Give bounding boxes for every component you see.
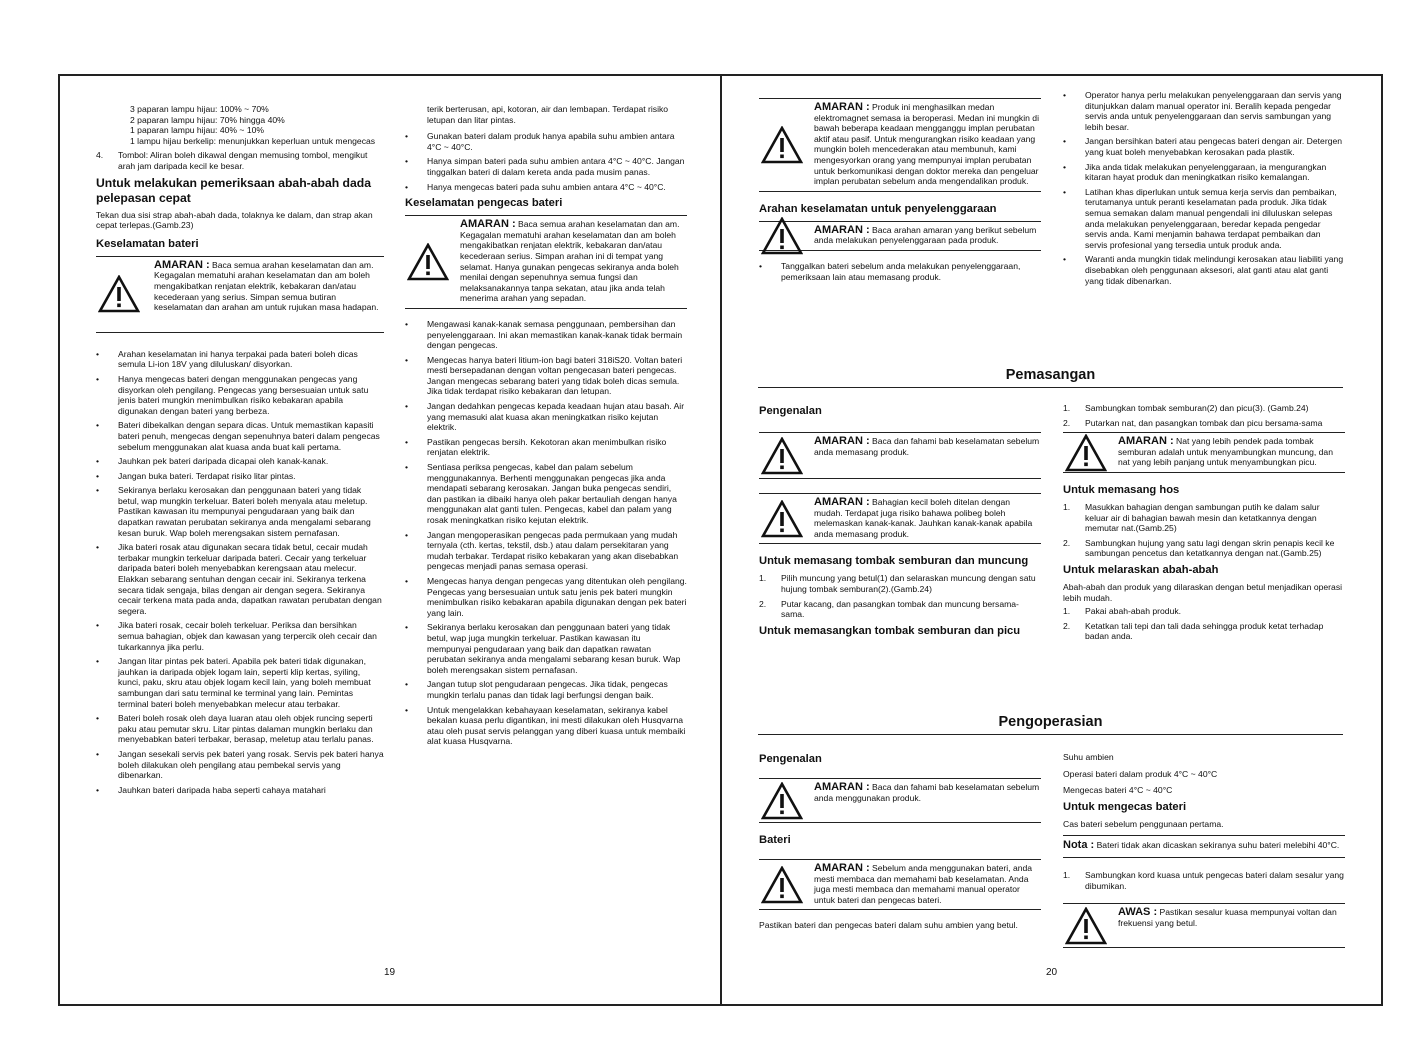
paragraph: Mengecas bateri 4°C ~ 40°C: [1063, 785, 1173, 796]
list-item: 1. Masukkan bahagian dengan sambungan putih ke dalam salur keluar air di bahagian bawah mesin dan ketatkannya dengan memutar nat.(Gamb.25): [1063, 501, 1320, 534]
warning-keyword: AMARAN :: [814, 781, 870, 793]
warning-keyword: AMARAN :: [814, 223, 870, 236]
warning-keyword: AMARAN :: [460, 218, 516, 231]
list-item: • Jangan buka bateri. Terdapat risiko litar pintas.: [96, 471, 384, 482]
list-item: • Hanya simpan bateri pada suhu ambien antara 4°C ~ 40°C. Jangan tinggalkan bateri di dalam kereta anda pada musim panas.: [405, 156, 687, 177]
page-number-left: 19: [384, 967, 396, 978]
warning-text: Baca semua arahan keselamatan dan am. Kegagalan mematuhi arahan keselamatan dan am boleh mengakibatkan renjatan elektrik, kebakaran dan/atau kecederaan yang serius. Simpan semua butiran keselamatan dan arahan am untuk rujukan masa hadapan.: [154, 259, 379, 313]
bullet-list: [96, 349, 384, 796]
list-item: • Gunakan bateri dalam produk hanya apabila suhu ambien antara 4°C ~ 40°C.: [405, 131, 687, 152]
paragraph: Suhu ambien: [1063, 752, 1114, 762]
warning-box: [759, 432, 1041, 479]
heading-adjust-harness: Untuk melaraskan abah-abah: [1063, 563, 1219, 576]
list-item: • Untuk mengelakkan kebahayaan keselamatan, sekiranya kabel bekalan kuasa perlu digantikan, ini mesti dilakukan oleh Husqvarna atau oleh pusat servis pelanggan yang diberi kuasa untuk membaiki alat kuasa Husqvarna.: [405, 705, 687, 747]
warning-triangle-icon: [761, 866, 803, 904]
warning-keyword: AMARAN :: [154, 258, 210, 271]
step-list: [1063, 502, 1345, 559]
list-item: • Mengecas hanya dengan pengecas yang ditentukan oleh pengilang. Pengecas yang bersesuaian untuk satu jenis pek bateri mungkin menimbulkan risiko kebakaran apabila digunakan dengan pek bateri yang lain.: [405, 576, 687, 618]
caution-text: Pastikan sesalur kuasa mempunyai voltan dan frekuensi yang betul.: [1118, 907, 1337, 928]
list-item: • Jangan bersihkan bateri atau pengecas bateri dengan air. Detergen yang kuat boleh menyebabkan kerosakan pada plastik.: [1063, 136, 1345, 157]
list-item: 2. Ketatkan tali tepi dan tali dada sehingga produk ketat terhadap badan anda.: [1063, 620, 1324, 642]
list-item: • Jangan dedahkan pengecas kepada keadaan hujan atau basah. Air yang memasuki alat kuasa akan meningkatkan risiko kejutan elektrik.: [405, 401, 687, 433]
list-item: • Jangan sesekali servis pek bateri yang rosak. Servis pek bateri hanya boleh dilakukan oleh pengilang atau pembekal servis yang dibenarkan.: [96, 749, 384, 781]
bullet-list: [405, 319, 687, 747]
list-item: • Mengecas hanya bateri litium-ion bagi bateri 318iS20. Voltan bateri mesti bersepadanan dengan voltan pengecasan bateri pengecas. Jangan mengecas sebarang bateri yang tidak boleh dicas semula. Jika tidak terdapat risiko kebakaran dan letupan.: [405, 355, 687, 397]
list-item: • Sekiranya berlaku kerosakan dan penggunaan bateri yang tidak betul, wap mungkin terkeluar. Bateri boleh menyala atau meletup. Pastikan kawasan itu mempunyai pengudaraan yang baik dan dapatkan rawatan perubatan sekiranya anda mengalami sebarang kesan buruk. Wap boleh merengsakan sistem pernafasan.: [96, 485, 384, 538]
warning-box: [759, 493, 1041, 544]
warning-triangle-icon: [407, 243, 449, 281]
list-item: • Mengawasi kanak-kanak semasa penggunaan, pembersihan dan penyelenggaraan. Ini akan memastikan kanak-kanak tidak bermain dengan pengecas.: [405, 319, 687, 351]
heading-mount-hose: Untuk memasang hos: [1063, 483, 1180, 496]
level-line: 3 paparan lampu hijau: 100% ~ 70%: [130, 104, 269, 114]
warning-triangle-icon: [761, 217, 803, 255]
warning-text: Baca dan fahami bab keselamatan sebelum anda menggunakan produk.: [814, 782, 1040, 803]
heading-mount-nozzle: Untuk memasang tombak semburan dan muncung: [759, 555, 1029, 568]
level-line: 1 paparan lampu hijau: 40% ~ 10%: [130, 125, 265, 136]
heading-battery-safety: Keselamatan bateri: [96, 237, 199, 250]
list-item: • Jangan mengoperasikan pengecas pada permukaan yang mudah ternyala (cth. kertas, tekstil, dsb.) atau dalam persekitaran yang mudah terbakar. Terdapat risiko kebakaran yang akan disebabkan pengecas menjadi panas semasa operasi.: [405, 530, 687, 572]
list-item: 1. Pilih muncung yang betul(1) dan selaraskan muncung dengan satu hujung tombak semburan(2).(Gamb.24): [759, 573, 1036, 594]
bullet-list: [759, 261, 1041, 282]
warning-triangle-icon: [761, 500, 803, 538]
list-item: 4. Tombol: Aliran boleh dikawal dengan memusing tombol, mengikut arah jam daripada kecil ke besar.: [96, 150, 368, 171]
list-item: • Jauhkan bateri daripada haba seperti cahaya matahari: [96, 785, 384, 796]
paragraph: Pastikan bateri dan pengecas bateri dalam suhu ambien yang betul.: [759, 920, 1018, 931]
caution-keyword: AWAS :: [1118, 906, 1158, 919]
list-item: • Jika anda tidak melakukan penyelenggaraan, ia mengurangkan kitaran hayat produk dan meningkatkan risiko kemalangan.: [1063, 162, 1345, 183]
list-item: • Hanya mengecas bateri dengan menggunakan pengecas yang disyorkan oleh pengilang. Pengecas yang bersesuaian untuk satu jenis bateri mungkin menimbulkan risiko kebakaran apabila digunakan dengan bateri yang berbeza.: [96, 374, 384, 416]
list-item: 1. Sambungkan kord kuasa untuk pengecas bateri dalam sesalur yang dibumikan.: [1063, 869, 1344, 891]
caution-box: [1063, 903, 1345, 948]
list-item: • Jika bateri rosak, cecair boleh terkeluar. Periksa dan bersihkan semua bahagian, objek dan kawasan yang terpercik oleh cecair dan tukarkannya jika perlu.: [96, 620, 384, 652]
note-keyword: Nota :: [1063, 839, 1095, 852]
list-item: • Pastikan pengecas bersih. Kekotoran akan menimbulkan risiko renjatan elektrik.: [405, 437, 687, 458]
list-item: • Jangan tutup slot pengudaraan pengecas. Jika tidak, pengecas mungkin terlalu panas dan tidak lagi berfungsi dengan baik.: [405, 679, 687, 700]
step-list: [1063, 403, 1345, 428]
list-item: • Operator hanya perlu melakukan penyelenggaraan dan servis yang ditunjukkan dalam manual operator ini. Beralih kepada pengedar servis anda untuk penyelenggaraan dan servis sambungan yang lebih besar.: [1063, 90, 1345, 132]
list-item: • Jangan litar pintas pek bateri. Apabila pek bateri tidak digunakan, jauhkan ia daripada objek logam lain, seperti klip kertas, syiling, kunci, paku, skru atau objek logam kecil lain, yang boleh membuat sambungan dari satu terminal ke terminal yang lain. Pemintas terminal bateri boleh menyebabkan melecur atau terbakar.: [96, 656, 384, 709]
heading-battery: Bateri: [759, 834, 791, 846]
list-item: • Jika bateri rosak atau digunakan secara tidak betul, cecair mudah terbakar mungkin terkeluar daripada bateri. Cecair yang terkeluar daripada bateri boleh menyebabkan kerengsaan atau melecur. Elakkan sebarang sentuhan dengan cecair ini. Sekiranya terkena secara tidak sengaja, bilas dengan air dengan segera. Sekiranya cecair terkena mata pada anda, dapatkan rawatan perubatan dengan segera.: [96, 542, 384, 616]
warning-text: Baca arahan amaran yang berikut sebelum anda melakukan penyelenggaraan pada produk.: [814, 224, 1037, 246]
list-item: • Waranti anda mungkin tidak melindungi kerosakan atau liabiliti yang disebabkan oleh penggunaan aksesori, alat ganti atau alat ganti yang tidak dibenarkan.: [1063, 254, 1345, 286]
warning-text: Baca dan fahami bab keselamatan sebelum anda memasang produk.: [814, 436, 1040, 457]
warning-triangle-icon: [1065, 434, 1107, 472]
warning-box: [759, 98, 1041, 192]
warning-text: Sebelum anda menggunakan bateri, anda mesti membaca dan memahami bab keselamatan. Anda juga mesti membaca dan memahami manual operator untuk bateri dan pengecas bateri.: [814, 863, 1033, 905]
paragraph: Tekan dua sisi strap abah-abah dada, tolaknya ke dalam, dan strap akan cepat terlepas.(Gamb.23): [96, 209, 373, 231]
warning-triangle-icon: [761, 437, 803, 475]
step-list: [96, 150, 384, 171]
left-col-2: [405, 104, 687, 751]
warning-keyword: AMARAN :: [1118, 435, 1174, 448]
section-title-operation: Pengoperasian: [758, 714, 1343, 735]
heading-maintenance-safety: Arahan keselamatan untuk penyelenggaraan: [759, 202, 997, 215]
warning-text: Bahagian kecil boleh ditelan dengan mudah. Terdapat juga risiko bahawa polibeg boleh melemaskan kanak-kanak. Jauhkan kanak-kanak apabila anda memasang produk.: [814, 497, 1033, 539]
paragraph: Operasi bateri dalam produk 4°C ~ 40°C: [1063, 768, 1218, 779]
warning-triangle-icon: [761, 126, 803, 164]
list-item: • Jauhkan pek bateri daripada dicapai oleh kanak-kanak.: [96, 456, 384, 467]
paragraph: Cas bateri sebelum penggunaan pertama.: [1063, 818, 1224, 829]
level-line: 1 lampu hijau berkelip: menunjukkan keperluan untuk mengecas: [130, 135, 376, 146]
right-top-left: [759, 98, 1041, 286]
section-title-installation: Pemasangan: [758, 367, 1343, 388]
warning-triangle-icon: [98, 275, 140, 313]
warning-box: [759, 778, 1041, 823]
list-item: • Tanggalkan bateri sebelum anda melakukan penyelenggaraan, pemeriksaan lain atau memasang produk.: [759, 261, 1041, 282]
step-list: [1063, 870, 1345, 891]
heading-introduction: Pengenalan: [759, 753, 822, 765]
list-item: 1. Pakai abah-abah produk.: [1063, 606, 1182, 617]
list-item: • Latihan khas diperlukan untuk semua kerja servis dan pembaikan, terutamanya untuk peranti keselamatan pada produk. Jika tidak semua semakan dalam manual pengendali ini diluluskan selepas anda melakukan penyelenggaraan, beredar kepada pengedar servis anda. Kami menjamin bahawa terdapat pembaikan dan servis profesional yang tersedia untuk produk anda.: [1063, 187, 1345, 251]
list-item: 2. Putarkan nat, dan pasangkan tombak dan picu bersama-sama: [1063, 417, 1323, 428]
heading-charge-battery: Untuk mengecas bateri: [1063, 800, 1187, 813]
list-item: • Arahan keselamatan ini hanya terpakai pada bateri boleh dicas semula Li-ion 18V yang diluluskan/ disyorkan.: [96, 349, 384, 370]
warning-triangle-icon: [761, 782, 803, 820]
list-item: 2. Sambungkan hujung yang satu lagi dengan skrin penapis kecil ke sambungan pencetus dan ketatkannya dengan nat.(Gamb.25): [1063, 537, 1335, 559]
paragraph: terik berterusan, api, kotoran, air dan lembapan. Terdapat risiko letupan dan litar pintas.: [427, 104, 669, 125]
step-list: [759, 573, 1041, 619]
warning-box: [759, 859, 1041, 910]
warning-box: [759, 221, 1041, 251]
warning-keyword: AMARAN :: [814, 862, 870, 874]
heading-introduction: Pengenalan: [759, 405, 822, 417]
list-item: • Sentiasa periksa pengecas, kabel dan palam sebelum menggunakannya. Berhenti menggunakan pengecas jika anda mendapati sebarang kerosakan. Jangan buka pengecas sendiri, dan pastikan ia dibaiki hanya oleh pakar bertauliah dengan hanya menggunakan alat ganti tulen. Pengecas, kabel dan palam yang rosak meningkatkan risiko kejutan elektrik.: [405, 462, 687, 526]
page-number-right: 20: [1046, 967, 1058, 978]
install-right: [1063, 403, 1345, 646]
warning-keyword: AMARAN :: [814, 435, 870, 447]
page-divider: [720, 74, 722, 1006]
warning-box: [405, 215, 687, 309]
list-item: 2. Putar kacang, dan pasangkan tombak dan muncung bersama-sama.: [759, 598, 1019, 620]
warning-text: Baca semua arahan keselamatan dan am. Kegagalan mematuhi arahan keselamatan dan am boleh mengakibatkan renjatan elektrik, kebakaran dan/atau kecederaan serius. Simpan arahan ini di tempat yang selamat. Hanya gunakan pengecas sekiranya anda boleh menilai dengan sepenuhnya semua fungsi dan melaksanakannya tanpa sekatan, atau jika anda telah menerima arahan yang sepadan.: [460, 219, 680, 304]
warning-box: [1063, 432, 1345, 473]
note-box: [1063, 835, 1345, 858]
operation-right: [1063, 752, 1345, 958]
list-item: • Hanya mengecas bateri pada suhu ambien antara 4°C ~ 40°C.: [405, 182, 687, 193]
warning-keyword: AMARAN :: [814, 101, 870, 113]
install-left: [759, 400, 1041, 643]
heading-charger-safety: Keselamatan pengecas bateri: [405, 197, 563, 210]
step-list: [1063, 606, 1345, 642]
heading-check: Untuk melakukan pemeriksaan abah-abah dada pelepasan cepat: [96, 175, 371, 205]
level-line: 2 paparan lampu hijau: 70% hingga 40%: [130, 114, 285, 125]
warning-text: Produk ini menghasilkan medan elektromagnet semasa ia beroperasi. Medan ini mungkin di bawah beberapa keadaan mengganggu implan perubatan aktif atau pasif. Untuk mengurangkan risiko keadaan yang mungkin boleh mencederakan atau membunuh, kami mengesyorkan orang yang mempunyai implan perubatan untuk berkomunikasi dengan doktor mereka dan pengeluar implan perubatan sebelum anda mengendalikan produk.: [814, 102, 1039, 187]
note-text: Bateri tidak akan dicaskan sekiranya suhu bateri melebihi 40°C.: [1096, 840, 1340, 851]
warning-box: [96, 256, 384, 333]
paragraph: Abah-abah dan produk yang dilaraskan dengan betul menjadikan operasi lebih mudah.: [1063, 581, 1343, 603]
right-top-right: [1063, 90, 1345, 290]
warning-keyword: AMARAN :: [814, 496, 870, 508]
operation-left: [759, 748, 1041, 934]
list-item: • Bateri boleh rosak oleh daya luaran atau oleh objek runcing seperti paku atau pemutar skru. Litar pintas dalaman mungkin berlaku dan menyebabkan bateri terbakar, berasap, meletup atau terlalu panas.: [96, 713, 384, 745]
bullet-list: [1063, 90, 1345, 286]
left-col-1: [96, 104, 384, 799]
heading-attach-trigger: Untuk memasangkan tombak semburan dan picu: [759, 624, 1021, 637]
list-item: • Sekiranya berlaku kerosakan dan penggunaan bateri yang tidak betul, wap juga mungkin terkeluar. Pastikan kawasan itu mempunyai pengudaraan yang baik dan dapatkan rawatan perubatan sekiranya anda mengalami sebarang kesan buruk. Wap boleh merengsakan sistem pernafasan.: [405, 622, 687, 675]
warning-text: Nat yang lebih pendek pada tombak semburan adalah untuk menyambungkan muncung, dan nat yang lebih panjang untuk menyambungkan picu.: [1118, 436, 1333, 468]
battery-level-list: [96, 104, 384, 146]
list-item: 1. Sambungkan tombak semburan(2) dan picu(3). (Gamb.24): [1063, 403, 1309, 413]
bullet-list: [405, 131, 687, 192]
list-item: • Bateri dibekalkan dengan separa dicas. Untuk memastikan kapasiti bateri penuh, mengecas dengan sepenuhnya bateri dalam pengecas sebelum menggunakan alat kuasa anda buat kali pertama.: [96, 420, 384, 452]
warning-triangle-icon: [1065, 907, 1107, 945]
